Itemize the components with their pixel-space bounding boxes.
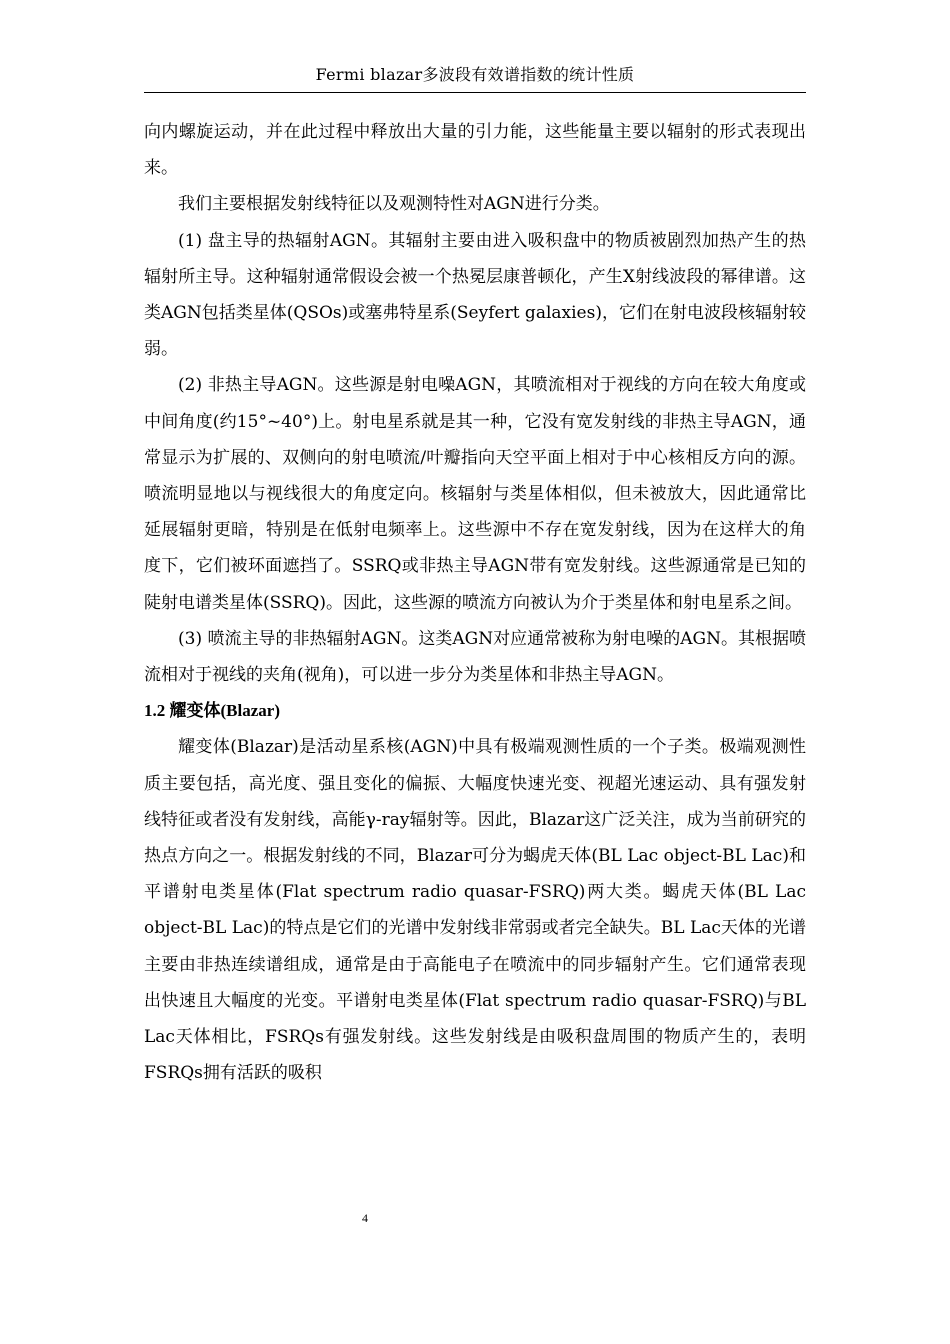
- paragraph-jet-dominated-agn: (3) 喷流主导的非热辐射AGN。这类AGN对应通常被称为射电噪的AGN。其根据喷流相对于视线的夹角(视角)，可以进一步分为类星体和非热主导AGN。: [144, 628, 806, 686]
- paragraph-classification-intro: 我们主要根据发射线特征以及观测特性对AGN进行分类。: [178, 194, 610, 215]
- paragraph-blazar: 耀变体(Blazar)是活动星系核(AGN)中具有极端观测性质的一个子类。极端观测性质主要包括，高光度、强且变化的偏振、大幅度快速光变、视超光速运动、具有强发射线特征或者没有发射线，高能γ-ray辐射等。因此，Blazar这广泛关注，成为当前研究的热点方向之一。根据发射线的不同，Blazar可分为蝎虎天体(BL Lac object-BL Lac)和平谱射电类星体(Flat spectrum radio quasar-FSRQ)两大类。蝎虎天体(BL Lac object-BL Lac)的特点是它们的光谱中发射线非常弱或者完全缺失。BL Lac天体的光谱主要由非热连续谱组成，通常是由于高能电子在喷流中的同步辐射产生。它们通常表现出快速且大幅度的光变。平谱射电类星体(Flat spectrum radio quasar-FSRQ)与BL Lac天体相比，FSRQs有强发射线。这些发射线是由吸积盘周围的物质产生的，表明FSRQs拥有活跃的吸积: [144, 737, 806, 1084]
- paragraph-continued: 向内螺旋运动，并在此过程中释放出大量的引力能，这些能量主要以辐射的形式表现出来。: [144, 122, 806, 179]
- header-rule: [144, 92, 806, 93]
- body-text: [144, 114, 806, 1091]
- paragraph-disk-dominated-agn: (1) 盘主导的热辐射AGN。其辐射主要由进入吸积盘中的物质被剧烈加热产生的热辐射所主导。这种辐射通常假设会被一个热冕层康普顿化，产生X射线波段的幂律谱。这类AGN包括类星体(QSOs)或塞弗特星系(Seyfert galaxies)，它们在射电波段核辐射较弱。: [144, 230, 806, 360]
- page-number: 4: [362, 1211, 368, 1225]
- section-heading-blazar: 1.2 耀变体(Blazar): [144, 701, 280, 721]
- paragraph-non-thermal-agn: (2) 非热主导AGN。这些源是射电噪AGN，其喷流相对于视线的方向在较大角度或中间角度(约15°~40°)上。射电星系就是其一种，它没有宽发射线的非热主导AGN，通常显示为扩展的、双侧向的射电喷流/叶瓣指向天空平面上相对于中心核相反方向的源。喷流明显地以与视线很大的角度定向。核辐射与类星体相似，但未被放大，因此通常比延展辐射更暗，特别是在低射电频率上。这些源中不存在宽发射线，因为在这样大的角度下，它们被环面遮挡了。SSRQ或非热主导AGN带有宽发射线。这些源通常是已知的陡射电谱类星体(SSRQ)。因此，这些源的喷流方向被认为介于类星体和射电星系之间。: [144, 375, 806, 613]
- running-header-title: Fermi blazar多波段有效谱指数的统计性质: [315, 65, 635, 84]
